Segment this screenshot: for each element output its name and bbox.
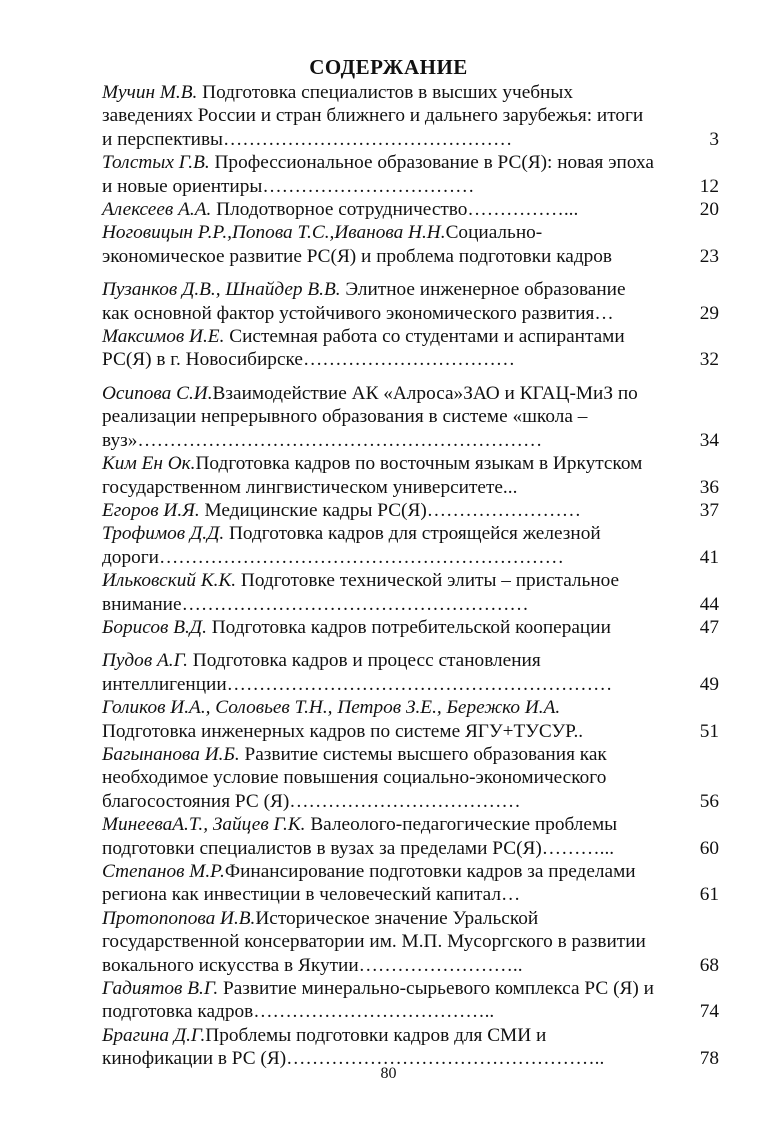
toc-page-number: 56: [699, 790, 719, 812]
toc-entry: [102, 743, 719, 813]
toc-entry: [102, 382, 719, 452]
toc-entry: [102, 813, 719, 860]
toc-page-number: 68: [699, 954, 719, 976]
toc-author: Толстых Г.В.: [102, 152, 210, 174]
toc-author: Протопопова И.В.: [102, 907, 256, 929]
toc-entry: [102, 278, 719, 325]
toc-entry: [102, 616, 719, 639]
toc-page-number: 20: [699, 199, 719, 221]
toc-title: Развитие системы высшего образования как необходимое условие повышения социально-экономического благосостояния РС (Я)………………………………: [102, 743, 607, 812]
toc-entry: [102, 452, 719, 499]
toc-author: Ким Ен Ок.: [102, 453, 196, 475]
page-number: 80: [380, 1065, 397, 1082]
toc-entry: [102, 1024, 719, 1071]
toc-page-number: 60: [699, 837, 719, 859]
toc-entry: [102, 696, 719, 743]
toc-page-number: 61: [699, 884, 719, 906]
toc-entry: [102, 907, 719, 977]
toc-page-number: 37: [699, 499, 719, 521]
toc-page-number: 29: [699, 302, 719, 324]
toc-title: Системная работа со студентами и аспирантами РС(Я) в г. Новосибирске……………………………: [102, 326, 625, 371]
toc-entry: [102, 198, 719, 221]
toc-title: Социально-экономическое развитие РС(Я) и проблема подготовки кадров: [102, 222, 613, 267]
toc-title: Валеолого-педагогические проблемы подготовки специалистов в вузах за пределами РС(Я)………...: [102, 814, 618, 859]
toc-page-number: 34: [699, 429, 719, 451]
toc-title: Подготовке технической элиты – пристальное внимание………………………………………………: [102, 570, 620, 615]
toc-entry: [102, 860, 719, 907]
toc-author: Борисов В.Д.: [102, 616, 207, 638]
toc-title: Взаимодействие АК «Алроса»ЗАО и КГАЦ-МиЗ по реализации непрерывного образования в системе «школа – вуз»………………………………………………………: [102, 382, 638, 451]
toc-title: Подготовка специалистов в высших учебных заведениях России и стран ближнего и дальнего зарубежья: итоги и перспективы………………………………………: [102, 82, 644, 150]
toc-author: Максимов И.Е.: [102, 326, 225, 348]
toc-title: Проблемы подготовки кадров для СМИ и кинофикации в РС (Я)…………………………………………..: [102, 1024, 605, 1070]
toc-author: Голиков И.А., Соловьев Т.Н., Петров З.Е., Бережко И.А.: [102, 697, 561, 719]
toc-author: Пузанков Д.В., Шнайдер В.В.: [102, 279, 341, 301]
toc-author: Ноговицын Р.Р.,Попова Т.С.,Иванова Н.Н.: [102, 222, 446, 244]
toc-author: Багынанова И.Б.: [102, 743, 240, 765]
toc-page-number: 47: [699, 616, 719, 638]
toc-page-number: 49: [699, 673, 719, 695]
toc-spacer: [102, 639, 719, 649]
toc-title: Подготовка кадров и процесс становления интеллигенции……………………………………………………: [102, 650, 613, 695]
toc-page-number: 32: [699, 349, 719, 371]
toc-author: Трофимов Д.Д.: [102, 523, 225, 545]
toc-author: Брагина Д.Г.: [102, 1024, 206, 1046]
toc-entry: [102, 649, 719, 696]
toc-author: Алексеев А.А.: [102, 199, 212, 221]
toc-author: Осипова С.И.: [102, 382, 213, 404]
toc-title: Подготовка кадров по восточным языкам в Иркутском государственном лингвистическом университете...: [102, 453, 643, 498]
toc-page-number: 78: [699, 1048, 719, 1070]
toc-page-number: 41: [699, 546, 719, 568]
toc-title: Медицинские кадры РС(Я)……………………: [199, 499, 582, 521]
toc-page-number: 74: [699, 1001, 719, 1023]
toc-entry: [102, 151, 719, 198]
toc-entry: [102, 569, 719, 616]
toc-entry: [102, 221, 719, 268]
toc-page-number: 51: [699, 720, 719, 742]
toc-author: Степанов М.Р.: [102, 861, 225, 882]
toc-page-number: 36: [699, 476, 719, 498]
toc-page-number: 12: [699, 175, 719, 197]
toc-page-number: 3: [709, 128, 719, 150]
toc-author: Гадиятов В.Г.: [102, 978, 219, 1000]
toc-author: МинееваА.Т., Зайцев Г.К.: [102, 814, 306, 836]
toc-entry: [102, 499, 719, 522]
toc-page-number: 44: [699, 593, 719, 615]
toc-title: Подготовка кадров для строящейся железной дороги………………………………………………………: [102, 523, 601, 568]
table-of-contents: [102, 81, 719, 1071]
toc-author: Мучин М.В.: [102, 82, 198, 103]
toc-spacer: [102, 372, 719, 382]
toc-title: Развитие минерально-сырьевого комплекса РС (Я) и подготовка кадров………………………………..: [102, 978, 654, 1023]
toc-title: Финансирование подготовки кадров за пределами региона как инвестиции в человеческий капитал…: [102, 861, 636, 906]
toc-entry: [102, 522, 719, 569]
toc-title: Плодотворное сотрудничество……………...: [211, 199, 579, 221]
toc-author: Пудов А.Г.: [102, 650, 188, 672]
toc-author: Егоров И.Я.: [102, 499, 200, 521]
toc-author: Ильковский К.К.: [102, 570, 237, 592]
page-title: СОДЕРЖАНИЕ: [309, 55, 468, 79]
toc-spacer: [102, 268, 719, 278]
toc-title: Элитное инженерное образование как основной фактор устойчивого экономического развития…: [102, 279, 626, 324]
toc-title: Подготовка инженерных кадров по системе ЯГУ+ТУСУР..: [102, 720, 584, 742]
toc-title: Подготовка кадров потребительской кооперации: [206, 616, 611, 638]
toc-title: Историческое значение Уральской государственной консерватории им. М.П. Мусоргского в развитии вокального искусства в Якутии……………………..: [102, 907, 646, 976]
toc-title: Профессиональное образование в РС(Я): новая эпоха и новые ориентиры……………………………: [102, 152, 654, 197]
toc-entry: [102, 325, 719, 372]
toc-entry: [102, 977, 719, 1024]
toc-entry: [102, 81, 719, 151]
toc-page-number: 23: [699, 245, 719, 267]
